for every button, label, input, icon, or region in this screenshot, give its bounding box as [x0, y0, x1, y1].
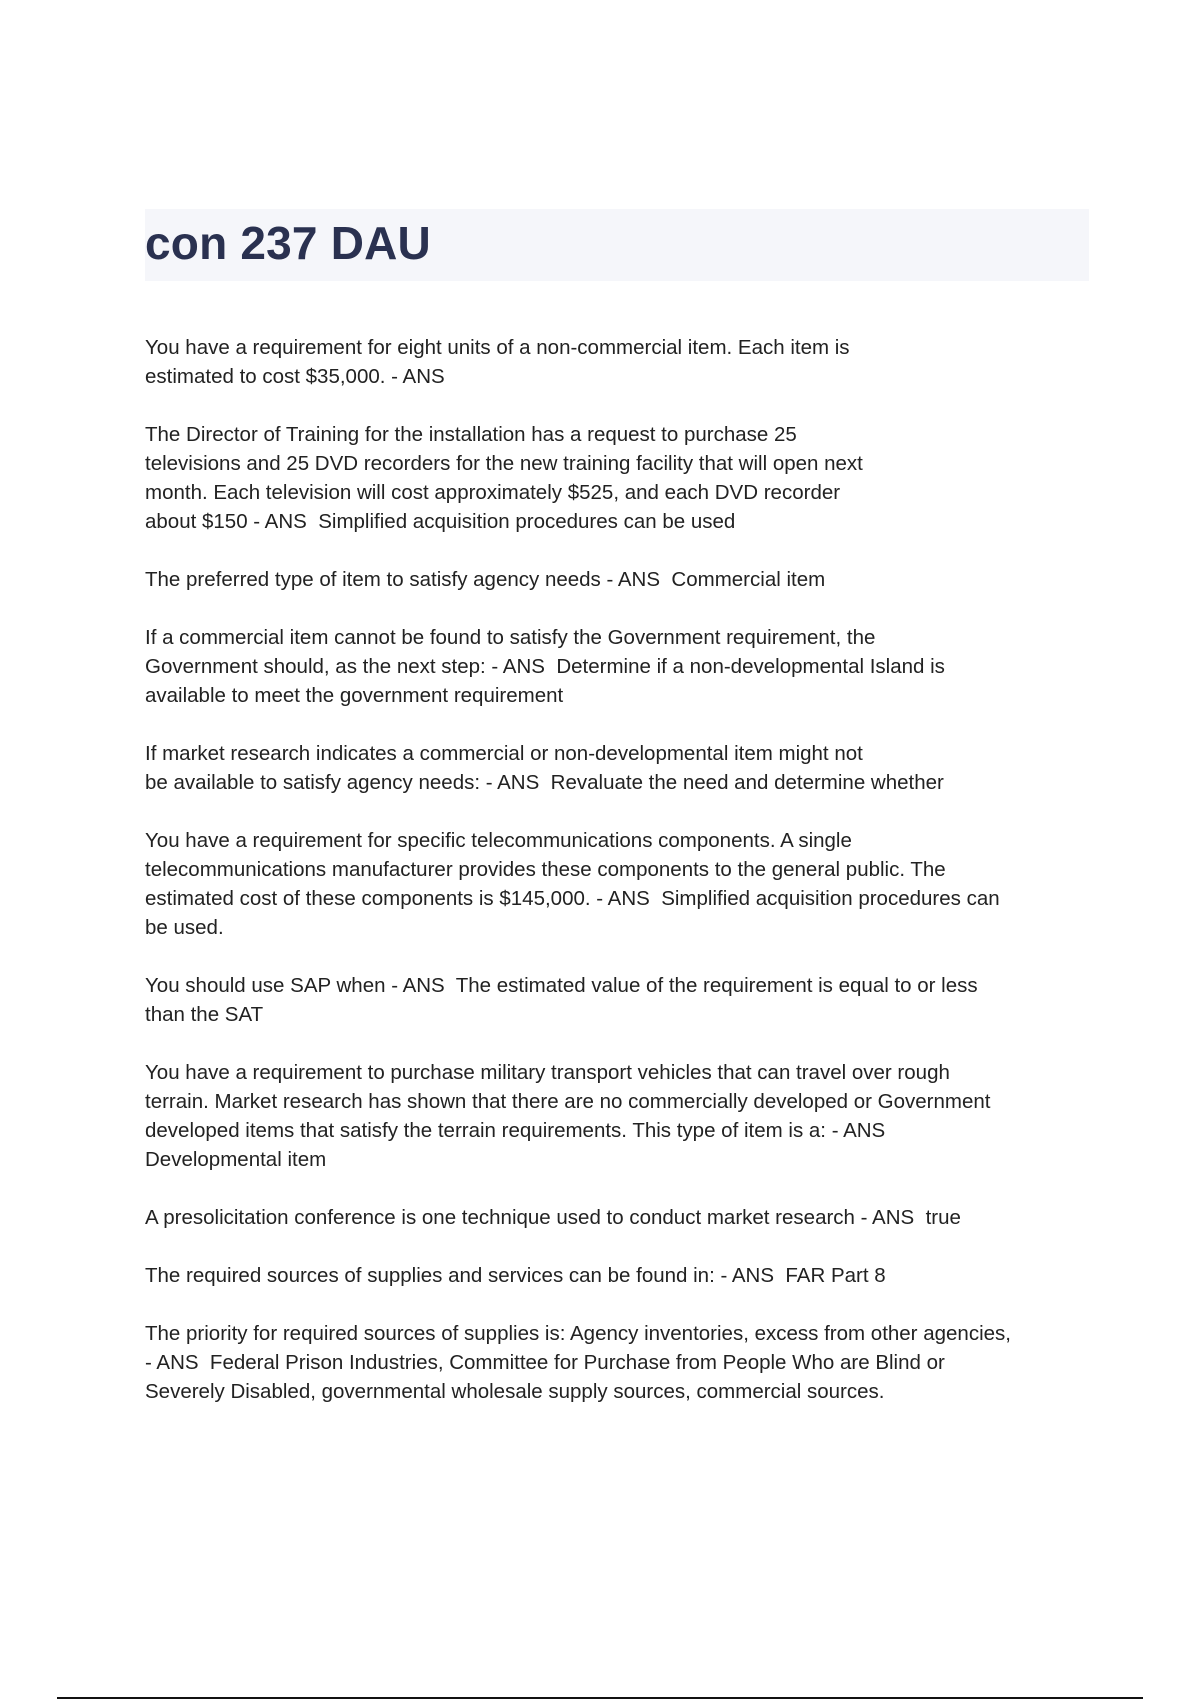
qa-item: If market research indicates a commercial or non-developmental item might not be available to satisfy agency needs: - ANS Revaluate the need and determine whether — [145, 742, 944, 794]
qa-item: The preferred type of item to satisfy agency needs - ANS Commercial item — [145, 568, 826, 591]
qa-item: The required sources of supplies and services can be found in: - ANS FAR Part 8 — [145, 1264, 886, 1287]
qa-item: If a commercial item cannot be found to satisfy the Government requirement, the Government should, as the next step: - ANS Determine if a non-developmental Island is available to meet the government requirement — [145, 626, 945, 707]
footer-divider — [57, 1697, 1143, 1699]
document-title: con 237 DAU — [145, 217, 431, 269]
qa-item: You have a requirement for specific telecommunications components. A single telecommunications manufacturer provides these components to the general public. The estimated cost of these components is $145,000. - ANS Simplified acquisition procedures can be used. — [145, 829, 1000, 939]
qa-item: The Director of Training for the installation has a request to purchase 25 televisions and 25 DVD recorders for the new training facility that will open next month. Each television will cost approximately $525, and each DVD recorder about $150 - ANS Simplified acquisition procedures can be used — [145, 423, 863, 533]
qa-item: The priority for required sources of supplies is: Agency inventories, excess from other agencies, - ANS Federal Prison Industries, Committee for Purchase from People Who are Blind or Severely Disabled, governmental wholesale supply sources, commercial sources. — [145, 1322, 1011, 1403]
title-banner — [145, 209, 1089, 281]
qa-item: You have a requirement for eight units of a non-commercial item. Each item is estimated to cost $35,000. - ANS — [145, 336, 850, 388]
qa-item: You have a requirement to purchase military transport vehicles that can travel over rough terrain. Market research has shown that there are no commercially developed or Government developed items that satisfy the terrain requirements. This type of item is a: - ANS Developmental item — [145, 1061, 991, 1171]
qa-item: A presolicitation conference is one technique used to conduct market research - ANS true — [145, 1206, 961, 1229]
qa-item: You should use SAP when - ANS The estimated value of the requirement is equal to or less than the SAT — [145, 974, 978, 1026]
qa-list — [145, 333, 1095, 1435]
